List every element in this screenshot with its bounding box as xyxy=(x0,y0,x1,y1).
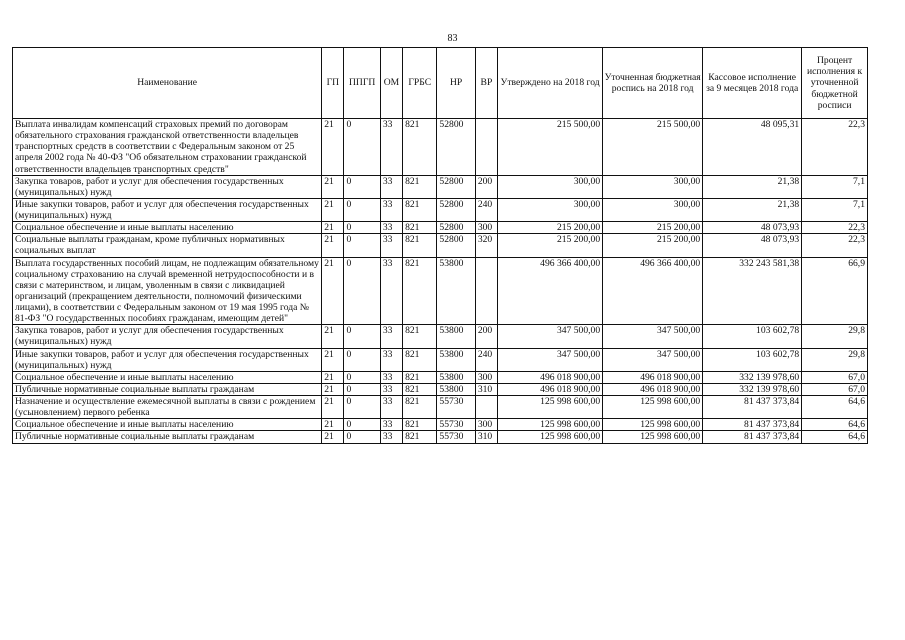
cell-name: Социальное обеспечение и иные выплаты населению xyxy=(13,222,322,234)
cell-name: Закупка товаров, работ и услуг для обеспечения государственных (муниципальных) нужд xyxy=(13,175,322,198)
cell-vr: 240 xyxy=(475,198,497,221)
cell-om: 33 xyxy=(380,119,402,176)
cell-approved: 125 998 600,00 xyxy=(498,431,603,443)
cell-vr xyxy=(475,257,497,325)
cell-percent: 7,1 xyxy=(802,175,868,198)
cell-vr: 200 xyxy=(475,175,497,198)
cell-grbs: 821 xyxy=(403,419,437,431)
cell-om: 33 xyxy=(380,431,402,443)
cell-vr xyxy=(475,396,497,419)
cell-ppgp: 0 xyxy=(344,119,380,176)
cell-approved: 300,00 xyxy=(498,175,603,198)
cell-name: Иные закупки товаров, работ и услуг для обеспечения государственных (муниципальных) нужд xyxy=(13,348,322,371)
cell-approved: 347 500,00 xyxy=(498,348,603,371)
table-row xyxy=(13,383,868,395)
table-header-row xyxy=(13,48,868,119)
header-om: ОМ xyxy=(380,48,402,119)
cell-ppgp: 0 xyxy=(344,175,380,198)
cell-om: 33 xyxy=(380,257,402,325)
cell-grbs: 821 xyxy=(403,348,437,371)
cell-vr xyxy=(475,119,497,176)
cell-approved: 300,00 xyxy=(498,198,603,221)
table-row xyxy=(13,257,868,325)
header-cash: Кассовое исполнение за 9 месяцев 2018 года xyxy=(703,48,802,119)
cell-ppgp: 0 xyxy=(344,383,380,395)
cell-cash: 81 437 373,84 xyxy=(703,419,802,431)
cell-grbs: 821 xyxy=(403,222,437,234)
cell-vr: 310 xyxy=(475,431,497,443)
cell-cash: 103 602,78 xyxy=(703,325,802,348)
cell-om: 33 xyxy=(380,396,402,419)
table-row xyxy=(13,371,868,383)
cell-name: Назначение и осуществление ежемесячной выплаты в связи с рождением (усыновлением) первого ребенка xyxy=(13,396,322,419)
header-gp: ГП xyxy=(322,48,344,119)
cell-refined: 347 500,00 xyxy=(603,325,703,348)
cell-gp: 21 xyxy=(322,119,344,176)
cell-percent: 64,6 xyxy=(802,419,868,431)
cell-refined: 215 200,00 xyxy=(603,222,703,234)
cell-cash: 81 437 373,84 xyxy=(703,431,802,443)
table-row xyxy=(13,431,868,443)
cell-cash: 332 243 581,38 xyxy=(703,257,802,325)
cell-name: Публичные нормативные социальные выплаты гражданам xyxy=(13,383,322,395)
cell-ppgp: 0 xyxy=(344,222,380,234)
cell-cash: 21,38 xyxy=(703,175,802,198)
table-row xyxy=(13,119,868,176)
cell-gp: 21 xyxy=(322,257,344,325)
cell-np: 53800 xyxy=(437,325,475,348)
cell-percent: 7,1 xyxy=(802,198,868,221)
cell-gp: 21 xyxy=(322,383,344,395)
cell-refined: 300,00 xyxy=(603,175,703,198)
cell-approved: 215 200,00 xyxy=(498,222,603,234)
cell-name: Выплата государственных пособий лицам, не подлежащим обязательному социальному страхованию на случай временной нетрудоспособности и в связи с материнством, и лицам, уволенным в связи с ликвидацией организаций (прекращением деятельности, полномочий физическими лицами), в соответствии с Федеральным законом от 19 мая 1995 года № 81-ФЗ "О государственных пособиях гражданам, имеющим детей" xyxy=(13,257,322,325)
cell-percent: 29,8 xyxy=(802,325,868,348)
cell-ppgp: 0 xyxy=(344,234,380,257)
cell-grbs: 821 xyxy=(403,234,437,257)
cell-refined: 125 998 600,00 xyxy=(603,396,703,419)
header-refined: Уточненная бюджетная роспись на 2018 год xyxy=(603,48,703,119)
cell-grbs: 821 xyxy=(403,396,437,419)
cell-np: 53800 xyxy=(437,348,475,371)
cell-np: 52800 xyxy=(437,198,475,221)
header-vr: ВР xyxy=(475,48,497,119)
cell-name: Иные закупки товаров, работ и услуг для обеспечения государственных (муниципальных) нужд xyxy=(13,198,322,221)
cell-percent: 29,8 xyxy=(802,348,868,371)
cell-approved: 125 998 600,00 xyxy=(498,396,603,419)
cell-gp: 21 xyxy=(322,348,344,371)
table-row xyxy=(13,198,868,221)
cell-grbs: 821 xyxy=(403,198,437,221)
cell-refined: 496 366 400,00 xyxy=(603,257,703,325)
cell-ppgp: 0 xyxy=(344,396,380,419)
table-row xyxy=(13,348,868,371)
cell-gp: 21 xyxy=(322,371,344,383)
cell-cash: 332 139 978,60 xyxy=(703,383,802,395)
header-ppgp: ППГП xyxy=(344,48,380,119)
cell-np: 55730 xyxy=(437,396,475,419)
cell-om: 33 xyxy=(380,175,402,198)
cell-vr: 200 xyxy=(475,325,497,348)
cell-refined: 125 998 600,00 xyxy=(603,419,703,431)
cell-approved: 125 998 600,00 xyxy=(498,419,603,431)
cell-ppgp: 0 xyxy=(344,431,380,443)
cell-cash: 332 139 978,60 xyxy=(703,371,802,383)
cell-refined: 215 500,00 xyxy=(603,119,703,176)
header-approved: Утверждено на 2018 год xyxy=(498,48,603,119)
cell-cash: 48 073,93 xyxy=(703,222,802,234)
cell-ppgp: 0 xyxy=(344,198,380,221)
table-row xyxy=(13,419,868,431)
cell-refined: 347 500,00 xyxy=(603,348,703,371)
cell-om: 33 xyxy=(380,325,402,348)
cell-gp: 21 xyxy=(322,419,344,431)
cell-cash: 21,38 xyxy=(703,198,802,221)
cell-gp: 21 xyxy=(322,234,344,257)
cell-approved: 215 200,00 xyxy=(498,234,603,257)
cell-cash: 48 095,31 xyxy=(703,119,802,176)
cell-percent: 64,6 xyxy=(802,396,868,419)
cell-ppgp: 0 xyxy=(344,257,380,325)
cell-np: 53800 xyxy=(437,371,475,383)
table-row xyxy=(13,175,868,198)
cell-om: 33 xyxy=(380,222,402,234)
cell-grbs: 821 xyxy=(403,175,437,198)
cell-np: 52800 xyxy=(437,222,475,234)
cell-approved: 496 018 900,00 xyxy=(498,371,603,383)
cell-om: 33 xyxy=(380,348,402,371)
cell-vr: 300 xyxy=(475,371,497,383)
cell-om: 33 xyxy=(380,383,402,395)
cell-grbs: 821 xyxy=(403,371,437,383)
cell-vr: 300 xyxy=(475,419,497,431)
cell-np: 52800 xyxy=(437,119,475,176)
header-np: НР xyxy=(437,48,475,119)
cell-gp: 21 xyxy=(322,325,344,348)
cell-name: Публичные нормативные социальные выплаты гражданам xyxy=(13,431,322,443)
cell-approved: 496 018 900,00 xyxy=(498,383,603,395)
cell-cash: 103 602,78 xyxy=(703,348,802,371)
cell-grbs: 821 xyxy=(403,257,437,325)
cell-np: 55730 xyxy=(437,419,475,431)
cell-name: Социальные выплаты гражданам, кроме публичных нормативных социальных выплат xyxy=(13,234,322,257)
cell-vr: 310 xyxy=(475,383,497,395)
cell-np: 53800 xyxy=(437,383,475,395)
cell-name: Выплата инвалидам компенсаций страховых премий по договорам обязательного страхования гражданской ответственности владельцев транспортных средств в соответствии с Федеральным законом от 25 апреля 2002 года № 40-ФЗ "Об обязательном страховании гражданской ответственности владельцев транспортных средств" xyxy=(13,119,322,176)
cell-refined: 496 018 900,00 xyxy=(603,383,703,395)
cell-ppgp: 0 xyxy=(344,419,380,431)
cell-grbs: 821 xyxy=(403,325,437,348)
cell-percent: 22,3 xyxy=(802,234,868,257)
table-row xyxy=(13,325,868,348)
cell-percent: 22,3 xyxy=(802,222,868,234)
cell-ppgp: 0 xyxy=(344,325,380,348)
cell-np: 52800 xyxy=(437,234,475,257)
cell-name: Социальное обеспечение и иные выплаты населению xyxy=(13,371,322,383)
cell-refined: 215 200,00 xyxy=(603,234,703,257)
header-grbs: ГРБС xyxy=(403,48,437,119)
cell-cash: 48 073,93 xyxy=(703,234,802,257)
cell-om: 33 xyxy=(380,419,402,431)
cell-name: Социальное обеспечение и иные выплаты населению xyxy=(13,419,322,431)
cell-grbs: 821 xyxy=(403,431,437,443)
cell-grbs: 821 xyxy=(403,119,437,176)
cell-vr: 320 xyxy=(475,234,497,257)
cell-om: 33 xyxy=(380,234,402,257)
cell-gp: 21 xyxy=(322,431,344,443)
cell-percent: 67,0 xyxy=(802,383,868,395)
cell-refined: 300,00 xyxy=(603,198,703,221)
cell-gp: 21 xyxy=(322,222,344,234)
cell-grbs: 821 xyxy=(403,383,437,395)
cell-percent: 66,9 xyxy=(802,257,868,325)
cell-np: 55730 xyxy=(437,431,475,443)
cell-om: 33 xyxy=(380,198,402,221)
cell-name: Закупка товаров, работ и услуг для обеспечения государственных (муниципальных) нужд xyxy=(13,325,322,348)
cell-np: 52800 xyxy=(437,175,475,198)
cell-vr: 300 xyxy=(475,222,497,234)
header-percent: Процент исполнения к уточненной бюджетной росписи xyxy=(802,48,868,119)
table-row xyxy=(13,222,868,234)
cell-refined: 496 018 900,00 xyxy=(603,371,703,383)
cell-percent: 22,3 xyxy=(802,119,868,176)
cell-vr: 240 xyxy=(475,348,497,371)
table-row xyxy=(13,396,868,419)
header-name: Наименование xyxy=(13,48,322,119)
cell-approved: 347 500,00 xyxy=(498,325,603,348)
cell-refined: 125 998 600,00 xyxy=(603,431,703,443)
cell-gp: 21 xyxy=(322,396,344,419)
cell-approved: 496 366 400,00 xyxy=(498,257,603,325)
cell-np: 53800 xyxy=(437,257,475,325)
cell-ppgp: 0 xyxy=(344,348,380,371)
table-row xyxy=(13,234,868,257)
cell-cash: 81 437 373,84 xyxy=(703,396,802,419)
cell-percent: 67,0 xyxy=(802,371,868,383)
cell-percent: 64,6 xyxy=(802,431,868,443)
cell-gp: 21 xyxy=(322,175,344,198)
cell-approved: 215 500,00 xyxy=(498,119,603,176)
cell-om: 33 xyxy=(380,371,402,383)
cell-gp: 21 xyxy=(322,198,344,221)
page-number: 83 xyxy=(447,33,458,44)
budget-table xyxy=(12,47,868,444)
cell-ppgp: 0 xyxy=(344,371,380,383)
